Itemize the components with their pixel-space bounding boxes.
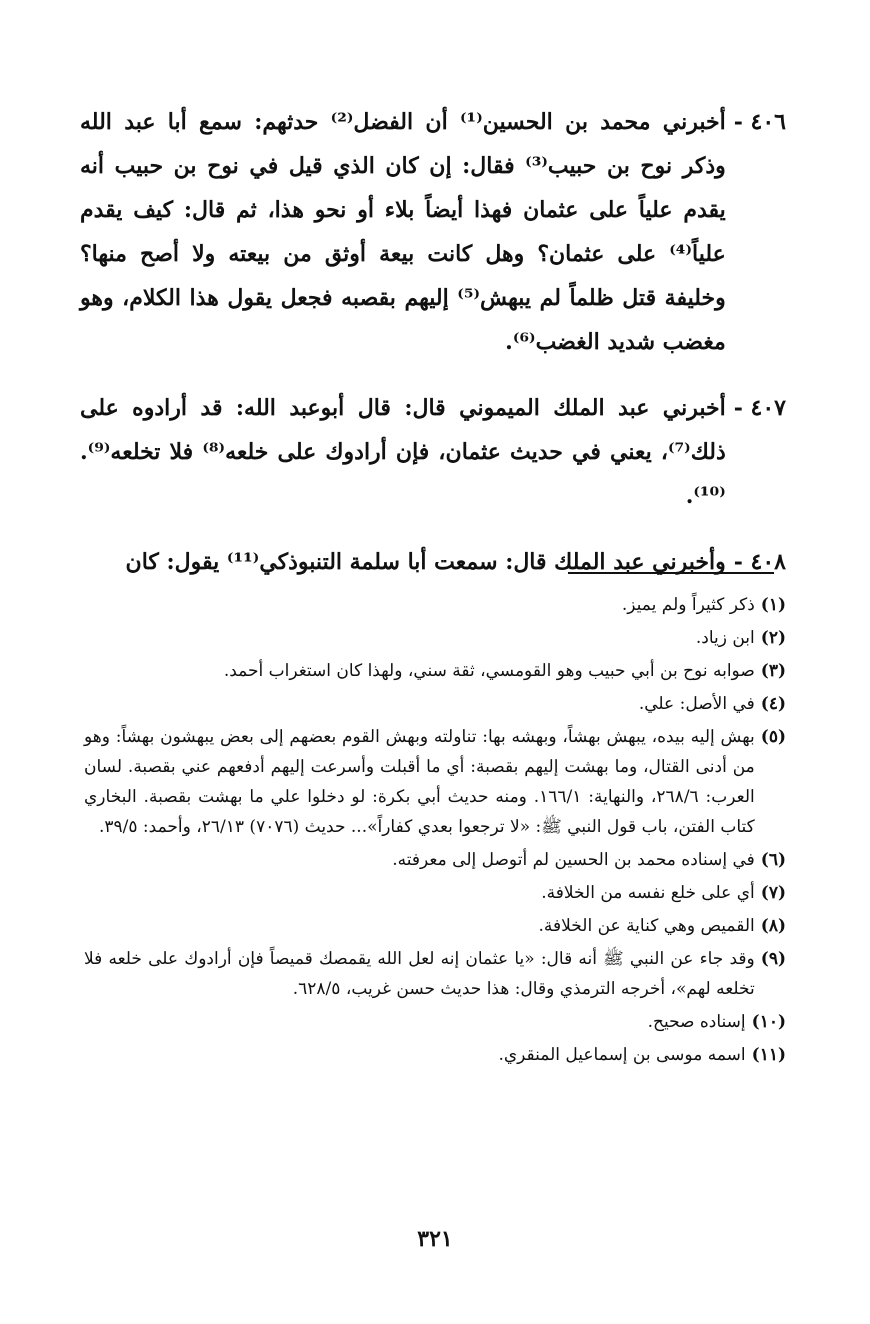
footnote-text: وقد جاء عن النبي ﷺ أنه قال: «يا عثمان إنه لعل الله يقمصك قميصاً فإن أرادوك على خلعه فلا تخلعه لهم»، أخرجه الترمذي وقال: هذا حديث حسن غريب، ٦٢٨/٥. [84,949,755,999]
hadith-text: أخبرني محمد بن الحسين⁽¹⁾ أن الفضل⁽²⁾ حدثهم: سمع أبا عبد الله وذكر نوح بن حبيب⁽³⁾ فقال: إن كان الذي قيل في نوح بن حبيب أنه يقدم علياً على عثمان فهذا أيضاً بلاء أو نحو هذا، ثم قال: كيف يقدم علياً⁽⁴⁾ على عثمان؟ وهل كانت بيعة أوثق من بيعته ولا أصح منها؟ وخليفة قتل ظلماً لم يبهش⁽⁵⁾ إليهم بقصبه فجعل يقول هذا الكلام، وهو مغضب شديد الغضب⁽⁶⁾. [80,109,726,355]
footnote [84,590,786,620]
footnote-number: (٤) [760,694,786,714]
page-number: ٣٢١ [417,1226,453,1252]
hadith-number: ٤٠٧ - [733,395,786,421]
footnote-divider [568,572,774,574]
footnote-number: (٦) [760,850,786,870]
hadith-406 [80,100,786,364]
footnote [84,722,786,842]
hadith-number: ٤٠٦ - [733,109,786,135]
footnote [84,878,786,908]
footnote-text: أي على خلع نفسه من الخلافة. [541,883,755,903]
footnote-text: ذكر كثيراً ولم يميز. [621,595,755,615]
footnote-number: (٨) [760,916,786,936]
footnote [84,1007,786,1037]
footnote-number: (١١) [751,1045,786,1065]
footnote-number: (٥) [760,727,786,747]
footnote-text: في إسناده محمد بن الحسين لم أتوصل إلى معرفته. [392,850,755,870]
hadith-number: ٤٠٨ - [733,549,786,575]
footnote [84,689,786,719]
footnote-text: اسمه موسى بن إسماعيل المنقري. [498,1045,746,1065]
hadith-407 [80,386,786,518]
hadith-text: أخبرني عبد الملك الميموني قال: قال أبوعبد الله: قد أرادوه على ذلك⁽⁷⁾، يعني في حديث عثمان، فإن أرادوك على خلعه⁽⁸⁾ فلا تخلعه⁽⁹⁾.⁽¹⁰⁾. [80,395,726,509]
hadith-text: وأخبرني عبد الملك قال: سمعت أبا سلمة التنبوذكي⁽¹¹⁾ يقول: كان [125,549,726,575]
footnote [84,911,786,941]
footnote-text: بهش إليه بيده، يبهش بهشاً، وبهشه بها: تناولته وبهش القوم بعضهم إلى بعض يبهشون بهشاً: وهو من أدنى القتال، وما بهشت إليهم بقصبة: أي ما أقبلت وأسرعت إليهم أدفعهم عني بقصبة. لسان العرب: ٢٦٨/٦، والنهاية: ١٦٦/١. ومنه حديث أبي بكرة: لو دخلوا علي ما بهشت بقصبة. البخاري كتاب الفتن، باب قول النبي ﷺ: «لا ترجعوا بعدي كفاراً»... حديث (٧٠٧٦) ٢٦/١٣، وأحمد: ٣٩/٥. [84,727,755,837]
footnote-text: صوابه نوح بن أبي حبيب وهو القومسي، ثقة سني، ولهذا كان استغراب أحمد. [223,661,755,681]
footnote-number: (٣) [760,661,786,681]
footnote-text: ابن زياد. [695,628,755,648]
footnote-number: (١٠) [751,1012,786,1032]
footnotes [84,590,786,1073]
footnote-text: في الأصل: علي. [638,694,755,714]
footnote [84,1040,786,1070]
footnote-text: القميص وهي كناية عن الخلافة. [538,916,755,936]
footnote-text: إسناده صحيح. [647,1012,746,1032]
main-text [80,100,786,606]
footnote [84,944,786,1004]
footnote-number: (٩) [760,949,786,969]
footnote [84,656,786,686]
footnote-number: (٢) [760,628,786,648]
footnote [84,623,786,653]
footnote-number: (١) [760,595,786,615]
footnote-number: (٧) [760,883,786,903]
hadith-408 [80,540,786,584]
footnote [84,845,786,875]
